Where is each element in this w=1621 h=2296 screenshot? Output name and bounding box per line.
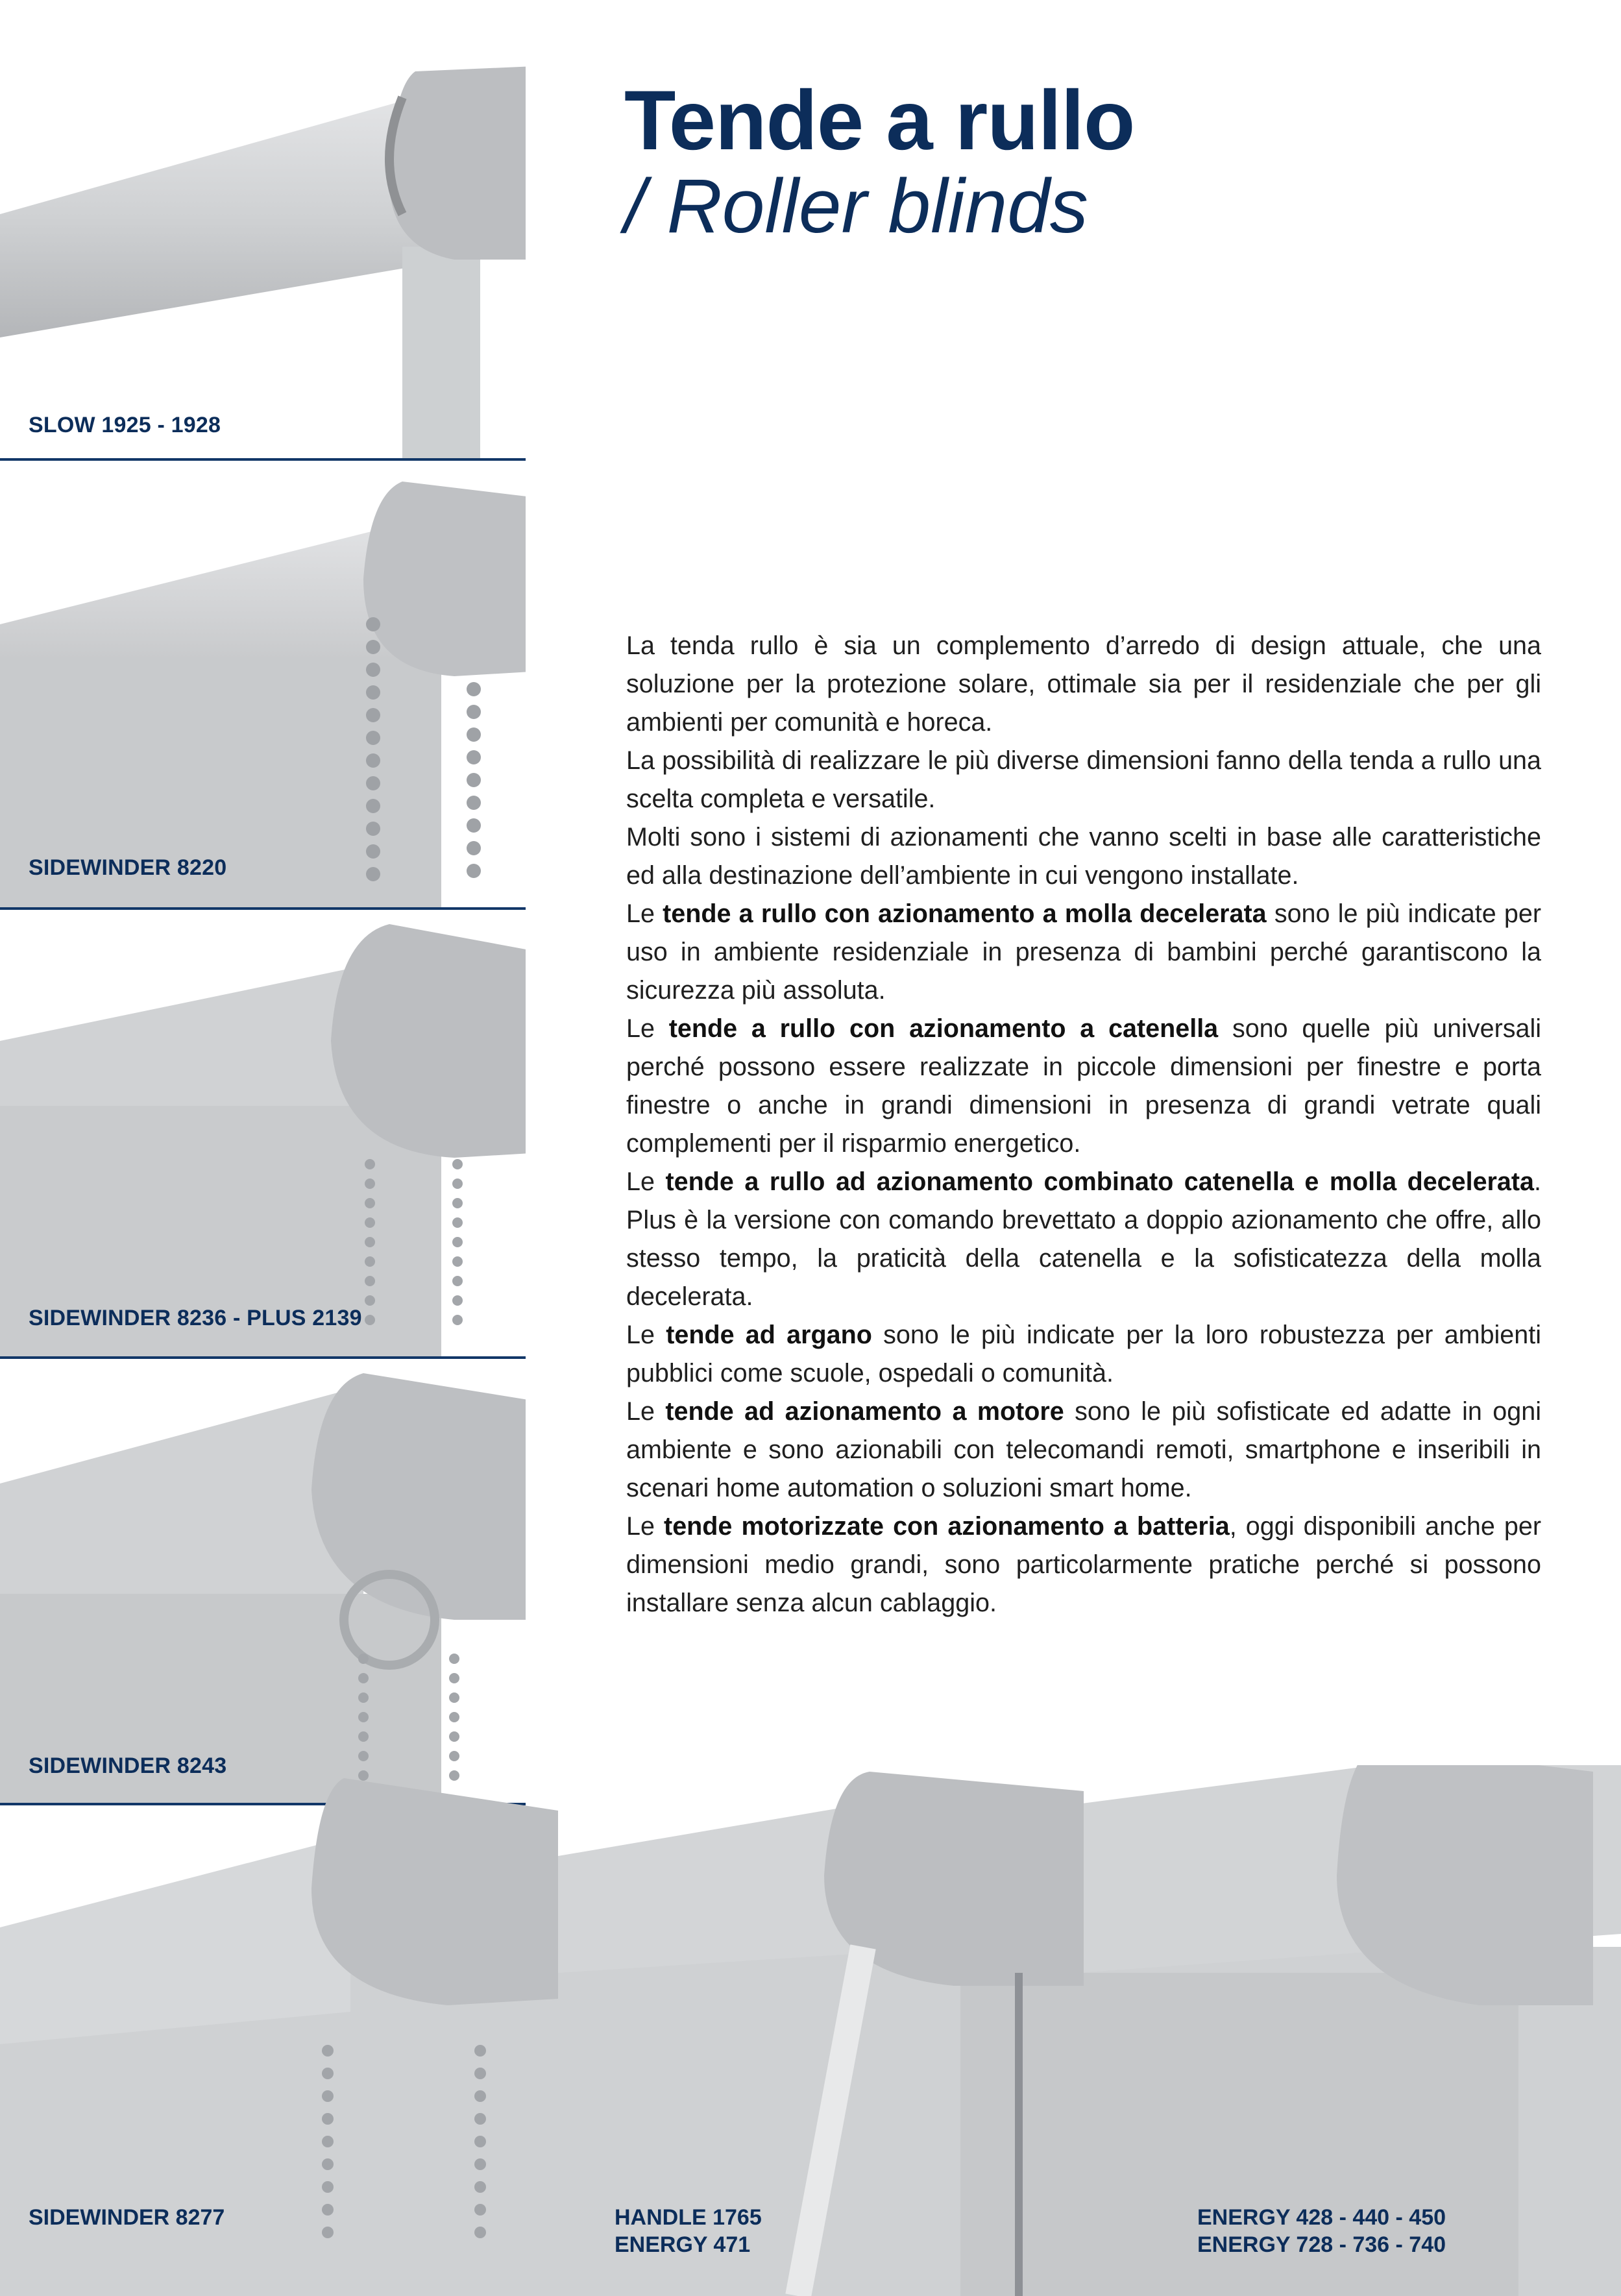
product-panel-sidewinder-8243 (0, 1360, 526, 1805)
paragraph: Le tende ad azionamento a motore sono le più sofisticate ed adatte in ogni ambiente e sono azionabili con telecomandi remoti, smartphone e inseribili in scenari home automation o soluzioni smart home. (626, 1397, 1541, 1502)
paragraph: Le tende a rullo ad azionamento combinato catenella e molla decelerata. Plus è la versione con comando brevettato a doppio azionamento che offre, allo stesso tempo, la praticità della catenella e la sofisticatezza della molla decelerata. (626, 1167, 1541, 1311)
paragraph: Le tende a rullo con azionamento a molla decelerata sono le più indicate per uso in ambiente residenziale in presenza di bambini perché garantiscono la sicurezza più assoluta. (626, 899, 1541, 1005)
paragraph: La possibilità di realizzare le più diverse dimensioni fanno della tenda a rullo una scelta completa e versatile. (626, 746, 1541, 813)
paragraph: Le tende motorizzate con azionamento a batteria, oggi disponibili anche per dimensioni medio grandi, sono particolarmente pratiche perché si possono installare senza alcun cablaggio. (626, 1512, 1541, 1617)
paragraph: Le tende a rullo con azionamento a catenella sono quelle più universali perché possono essere realizzate in piccole dimensioni per finestre e porta finestre o anche in grandi dimensioni in presenza di grandi vetrate quali complementi per il risparmio energetico. (626, 1014, 1541, 1158)
panel-divider (0, 458, 526, 461)
paragraph: Molti sono i sistemi di azionamenti che vanno scelti in base alle caratteristiche ed alla destinazione dell’ambiente in cui vengono installate. (626, 823, 1541, 890)
product-label-line: ENERGY 428 - 440 - 450 (1197, 2205, 1446, 2230)
product-panel-sidewinder-8236 (0, 911, 526, 1359)
product-label-line: HANDLE 1765 (615, 2205, 762, 2230)
product-label: SIDEWINDER 8277 (29, 2205, 225, 2230)
product-label: SIDEWINDER 8243 (29, 1753, 227, 1778)
paragraph: La tenda rullo è sia un complemento d’arredo di design attuale, che una soluzione per la protezione solare, ottimale sia per il residenziale che per gli ambienti per comunità e horeca. (626, 631, 1541, 737)
product-panel-sidewinder-8220 (0, 462, 526, 910)
product-label: SIDEWINDER 8220 (29, 855, 227, 880)
product-label-line: ENERGY 728 - 736 - 740 (1197, 2232, 1446, 2257)
page-subtitle: / Roller blinds (624, 164, 1088, 249)
product-label-line: ENERGY 471 (615, 2232, 751, 2257)
roller-blind-image (0, 911, 526, 1359)
description-text (626, 627, 1541, 1622)
product-label: SLOW 1925 - 1928 (29, 413, 221, 437)
roller-blind-image (0, 462, 526, 910)
product-panel-slow (0, 0, 526, 461)
page-title: Tende a rullo (624, 73, 1135, 167)
panel-divider (0, 1356, 526, 1359)
product-label-energy (1197, 2204, 1446, 2258)
bottom-product-panel (0, 1765, 1621, 2296)
product-label: SIDEWINDER 8236 - PLUS 2139 (29, 1306, 362, 1330)
paragraph: Le tende ad argano sono le più indicate per la loro robustezza per ambienti pubblici come scuole, ospedali o comunità. (626, 1321, 1541, 1387)
panel-divider (0, 907, 526, 910)
roller-blind-image (0, 0, 526, 461)
product-label-handle (615, 2204, 762, 2258)
roller-blind-image (0, 1360, 526, 1805)
